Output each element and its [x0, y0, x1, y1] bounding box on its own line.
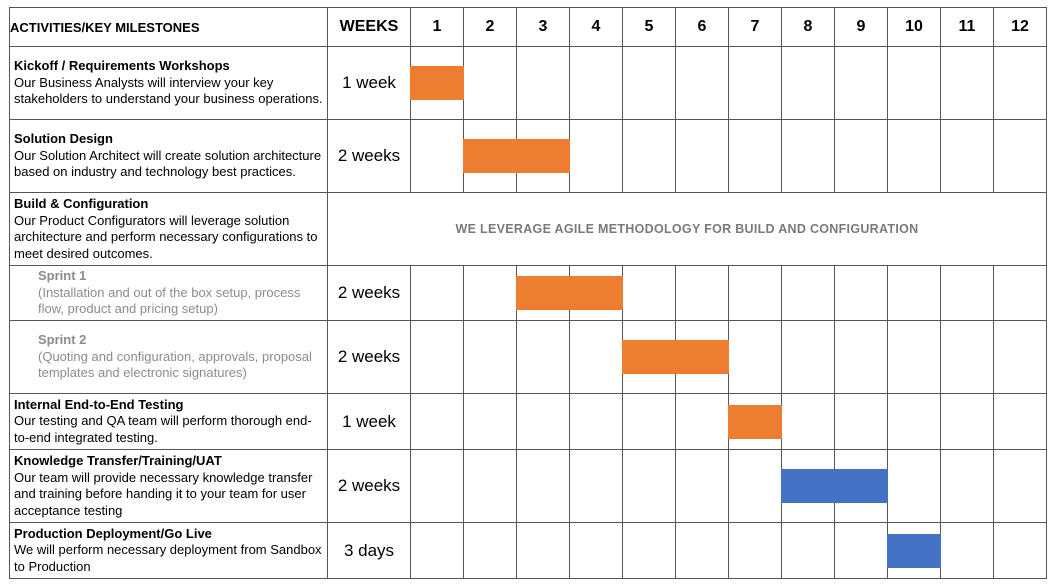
week-cell	[782, 47, 835, 120]
week-cell	[782, 321, 835, 394]
week-cell	[941, 47, 994, 120]
week-cell	[517, 394, 570, 450]
week-cell	[623, 266, 676, 321]
week-cell	[782, 266, 835, 321]
activity-cell	[10, 450, 328, 523]
week-header-8: 8	[782, 8, 835, 47]
week-cell	[570, 523, 623, 579]
week-cell	[411, 394, 464, 450]
week-cell	[517, 47, 570, 120]
week-header-11: 11	[941, 8, 994, 47]
activity-title: Kickoff / Requirements Workshops	[14, 58, 230, 74]
week-cell	[676, 523, 729, 579]
week-cell	[941, 266, 994, 321]
week-cell	[411, 47, 464, 120]
table-row	[10, 523, 1047, 579]
methodology-note: WE LEVERAGE AGILE METHODOLOGY FOR BUILD AND CONFIGURATION	[328, 193, 1047, 266]
week-cell	[517, 120, 570, 193]
week-cell	[464, 321, 517, 394]
activity-description: Our team will provide necessary knowledge transfer and training before handing it to your team for user acceptance testing	[14, 469, 313, 518]
week-cell	[570, 394, 623, 450]
week-cell	[835, 523, 888, 579]
week-cell	[570, 450, 623, 523]
week-cell	[729, 266, 782, 321]
week-cell	[888, 120, 941, 193]
table-row	[10, 193, 1047, 266]
week-cell	[888, 450, 941, 523]
week-cell	[835, 321, 888, 394]
week-cell	[623, 523, 676, 579]
week-cell	[835, 266, 888, 321]
week-cell	[782, 394, 835, 450]
duration-cell: 1 week	[328, 47, 411, 120]
week-header-12: 12	[994, 8, 1047, 47]
week-cell	[623, 120, 676, 193]
week-cell	[994, 450, 1047, 523]
gantt-bar	[410, 66, 464, 100]
activity-cell	[10, 523, 328, 579]
activity-cell	[10, 193, 328, 266]
week-cell	[994, 394, 1047, 450]
week-cell	[994, 523, 1047, 579]
activity-title: Sprint 2	[38, 332, 87, 348]
week-cell	[464, 266, 517, 321]
week-cell	[676, 450, 729, 523]
duration-cell: 2 weeks	[328, 321, 411, 394]
week-cell	[729, 120, 782, 193]
week-cell	[941, 120, 994, 193]
week-cell	[782, 120, 835, 193]
week-cell	[517, 450, 570, 523]
duration-cell: 2 weeks	[328, 450, 411, 523]
week-cell	[729, 47, 782, 120]
week-cell	[888, 523, 941, 579]
header-row	[10, 8, 1047, 47]
week-cell	[517, 523, 570, 579]
week-cell	[517, 321, 570, 394]
week-cell	[888, 47, 941, 120]
week-header-3: 3	[517, 8, 570, 47]
week-cell	[835, 450, 888, 523]
activity-cell	[10, 394, 328, 450]
week-cell	[835, 120, 888, 193]
weeks-header: WEEKS	[328, 8, 411, 47]
week-cell	[623, 450, 676, 523]
activity-title: Internal End-to-End Testing	[14, 396, 184, 412]
activity-cell	[10, 321, 328, 394]
week-cell	[729, 523, 782, 579]
week-header-4: 4	[570, 8, 623, 47]
week-header-2: 2	[464, 8, 517, 47]
activity-title: Production Deployment/Go Live	[14, 525, 212, 541]
week-cell	[729, 321, 782, 394]
week-header-9: 9	[835, 8, 888, 47]
week-cell	[411, 523, 464, 579]
week-cell	[570, 47, 623, 120]
week-cell	[570, 266, 623, 321]
table-row	[10, 450, 1047, 523]
week-cell	[623, 47, 676, 120]
week-header-7: 7	[729, 8, 782, 47]
gantt-chart	[9, 7, 1047, 579]
week-cell	[464, 394, 517, 450]
week-header-1: 1	[411, 8, 464, 47]
activity-cell	[10, 266, 328, 321]
week-cell	[888, 266, 941, 321]
week-cell	[411, 321, 464, 394]
week-cell	[888, 321, 941, 394]
activity-title: Knowledge Transfer/Training/UAT	[14, 453, 222, 468]
week-cell	[835, 394, 888, 450]
week-cell	[782, 450, 835, 523]
week-cell	[941, 450, 994, 523]
week-cell	[517, 266, 570, 321]
week-cell	[729, 450, 782, 523]
week-cell	[570, 120, 623, 193]
week-cell	[941, 394, 994, 450]
duration-cell: 3 days	[328, 523, 411, 579]
week-cell	[676, 120, 729, 193]
week-cell	[994, 266, 1047, 321]
activity-description: (Installation and out of the box setup, process flow, product and pricing setup)	[38, 284, 301, 317]
activity-cell	[10, 120, 328, 193]
activity-description: Our Product Configurators will leverage solution architecture and perform necessary configurations to meet desired outcomes.	[14, 212, 318, 261]
duration-cell: 2 weeks	[328, 266, 411, 321]
week-cell	[411, 266, 464, 321]
table-row	[10, 394, 1047, 450]
activity-cell	[10, 47, 328, 120]
activity-description: We will perform necessary deployment from Sandbox to Production	[14, 542, 322, 574]
activity-description: Our Solution Architect will create solution architecture based on industry and technology best practices.	[14, 147, 322, 180]
week-header-10: 10	[888, 8, 941, 47]
activity-title: Sprint 1	[38, 268, 87, 284]
activity-title: Build & Configuration	[14, 196, 149, 211]
duration-cell: 2 weeks	[328, 120, 411, 193]
gantt-bar	[887, 534, 941, 568]
week-cell	[676, 321, 729, 394]
week-cell	[941, 523, 994, 579]
week-cell	[676, 394, 729, 450]
week-cell	[623, 394, 676, 450]
activity-title: Solution Design	[14, 131, 113, 147]
week-cell	[464, 120, 517, 193]
table-row	[10, 120, 1047, 193]
week-cell	[994, 321, 1047, 394]
week-cell	[835, 47, 888, 120]
week-cell	[411, 450, 464, 523]
week-cell	[464, 523, 517, 579]
week-cell	[994, 120, 1047, 193]
activity-description: (Quoting and configuration, approvals, proposal templates and electronic signatures)	[38, 348, 312, 381]
table-row	[10, 321, 1047, 394]
week-cell	[729, 394, 782, 450]
week-cell	[888, 394, 941, 450]
week-cell	[782, 523, 835, 579]
week-header-5: 5	[623, 8, 676, 47]
gantt-bar	[728, 405, 782, 439]
duration-cell: 1 week	[328, 394, 411, 450]
activity-description: Our testing and QA team will perform thorough end-to-end integrated testing.	[14, 413, 312, 445]
week-cell	[464, 47, 517, 120]
week-cell	[676, 47, 729, 120]
week-cell	[570, 321, 623, 394]
week-header-6: 6	[676, 8, 729, 47]
table-row	[10, 47, 1047, 120]
activity-description: Our Business Analysts will interview your key stakeholders to understand your business operations.	[14, 74, 323, 107]
week-cell	[623, 321, 676, 394]
week-cell	[994, 47, 1047, 120]
week-cell	[676, 266, 729, 321]
week-cell	[464, 450, 517, 523]
week-cell	[411, 120, 464, 193]
table-row	[10, 266, 1047, 321]
week-cell	[941, 321, 994, 394]
activities-header: ACTIVITIES/KEY MILESTONES	[10, 8, 328, 47]
